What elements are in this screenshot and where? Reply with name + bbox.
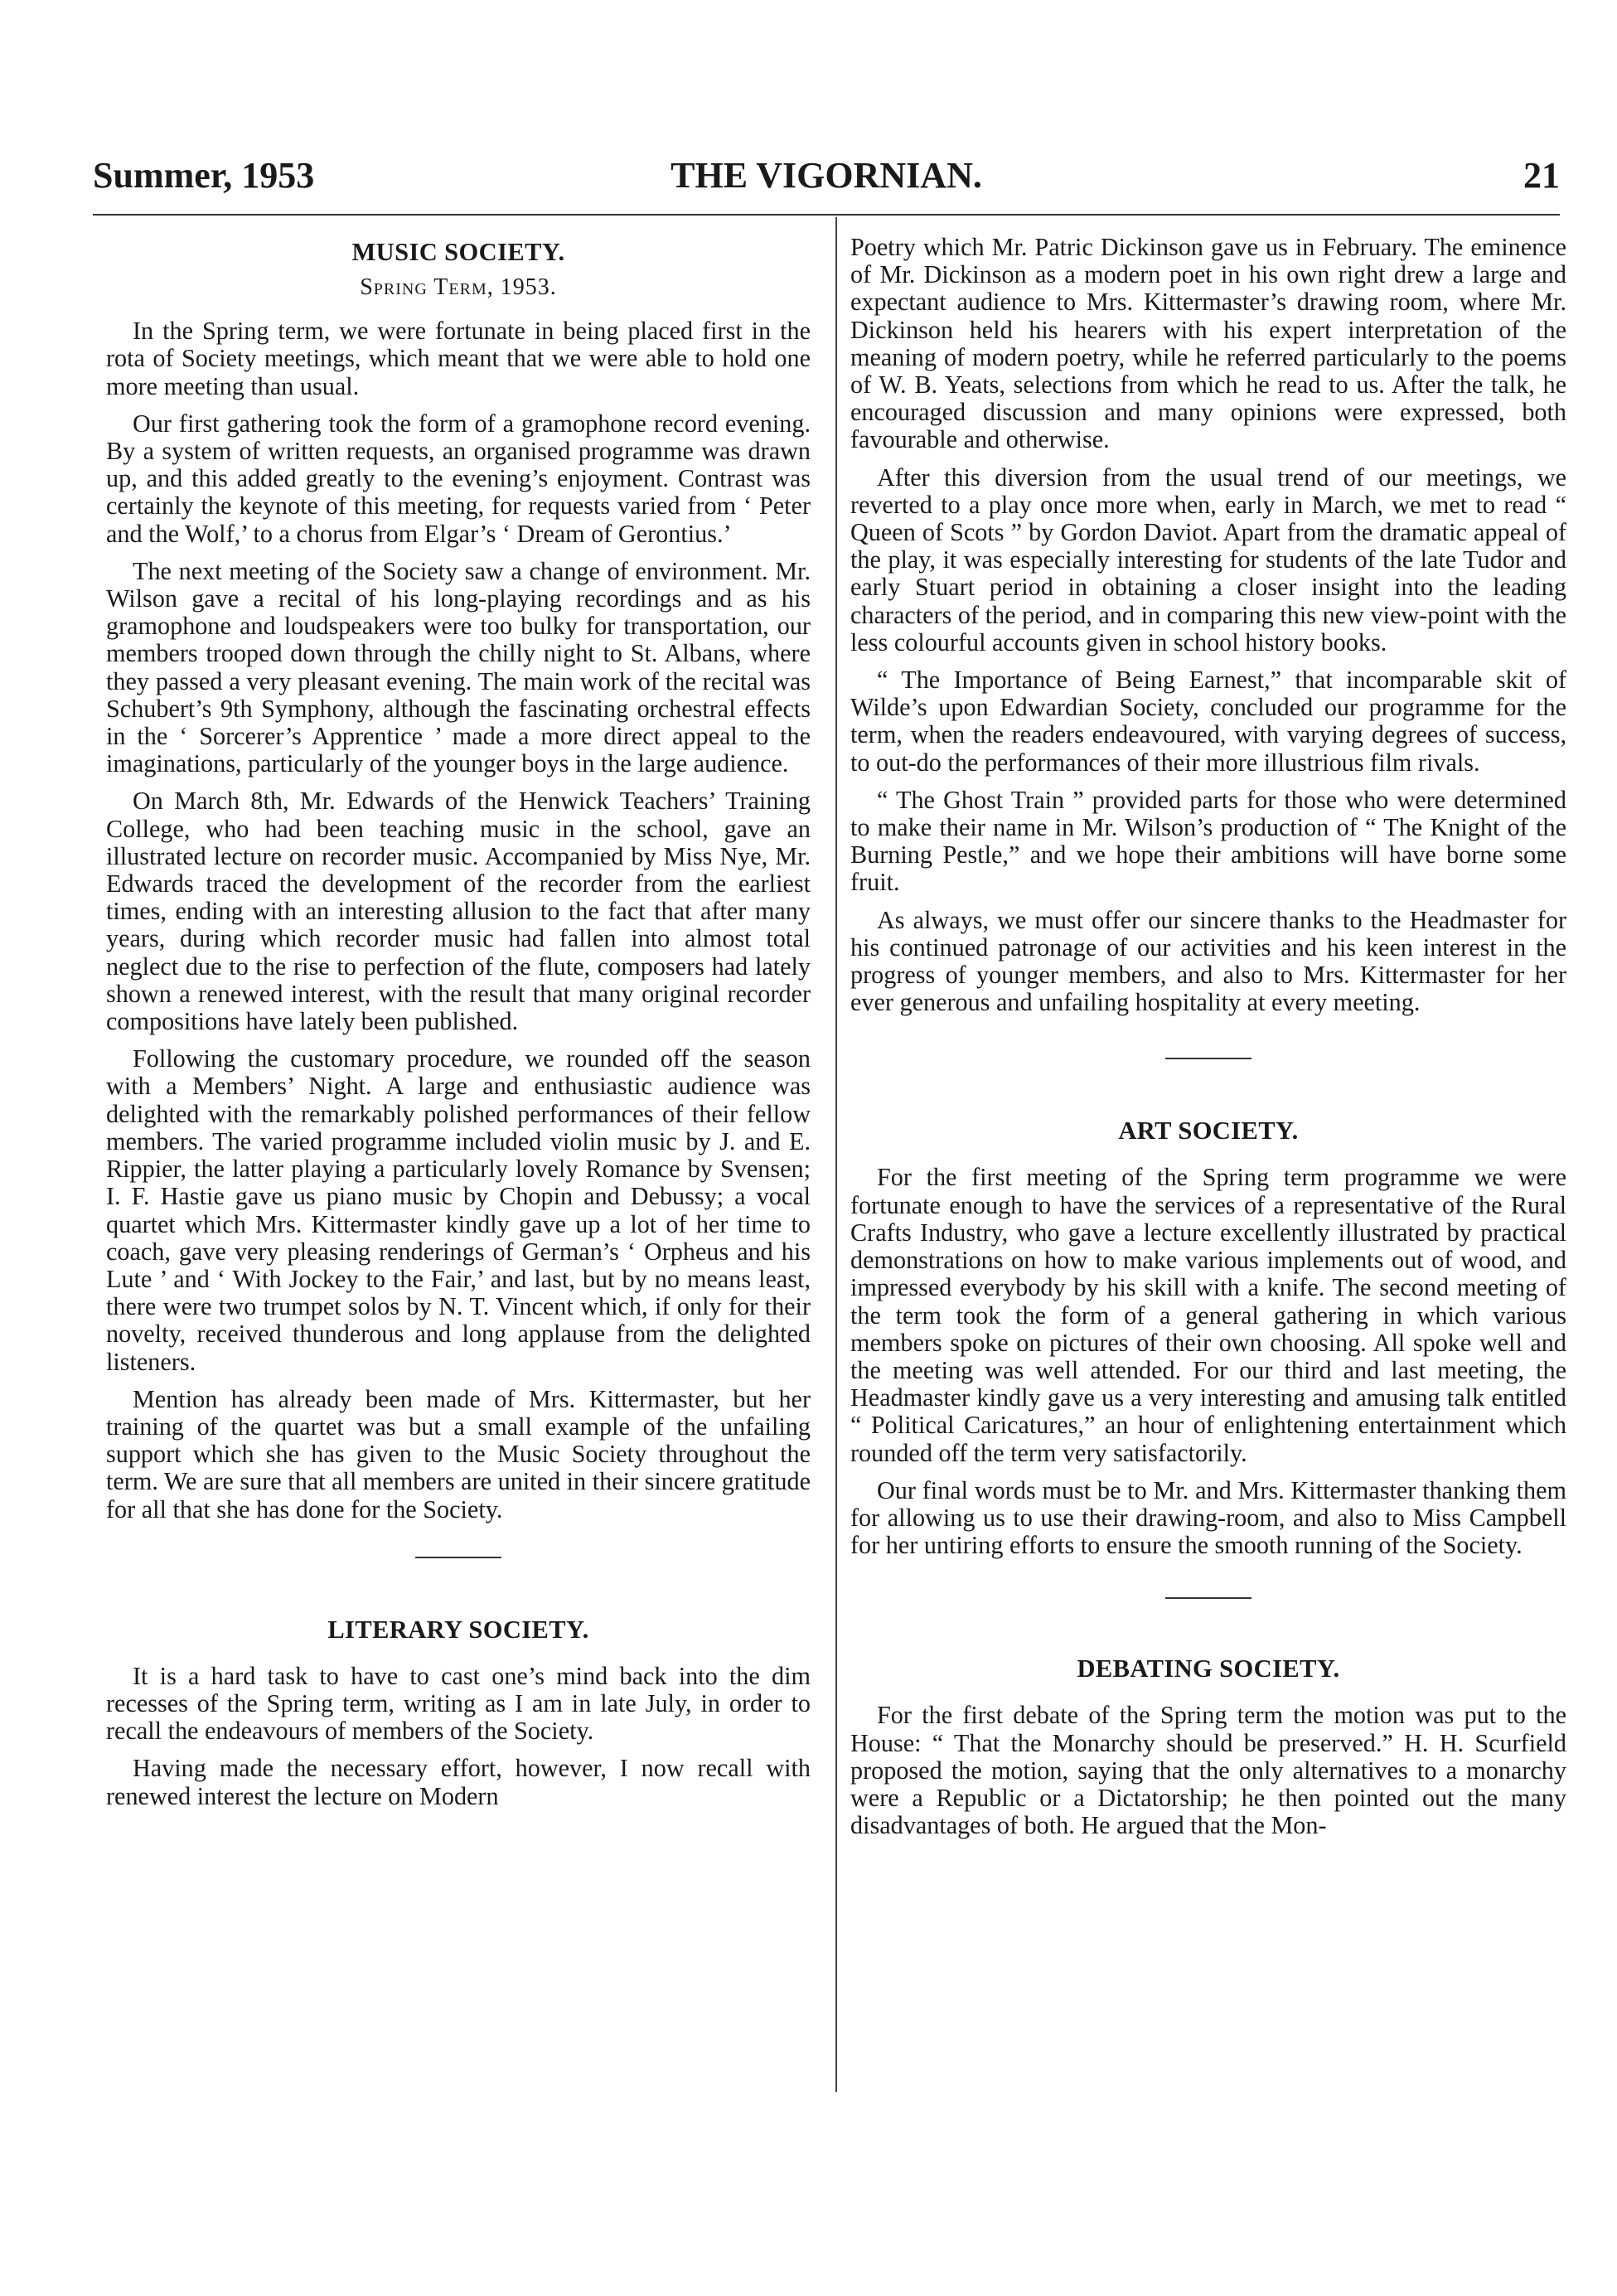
publication-title: THE VIGORNIAN. (671, 155, 982, 196)
issue-date: Summer, 1953 (93, 155, 315, 196)
music-paragraph: On March 8th, Mr. Edwards of the Henwick Teachers’ Training College, who had been teaching music in the school, gave an illustrated lecture on recorder music. Accompanied by Miss Nye, Mr. Edwards traced the development of the recorder from the earliest times, ending with an interesting allusion to the fact that after many years, during which recorder music had fallen into almost total neglect due to the rise to perfection of the flute, composers had lately shown a renewed interest, with the result that many original recorder compositions have lately been published. (106, 787, 811, 1036)
literary-society-heading: LITERARY SOCIETY. (327, 1615, 589, 1644)
term-label: Spring Term, 1953. (360, 274, 557, 300)
music-society-section (106, 235, 811, 1523)
literary-society-section (106, 1613, 811, 1810)
debating-paragraph: For the first debate of the Spring term the motion was put to the House: “ That the Monarchy should be preserved.” H. H. Scurfield proposed the motion, saying that the only alternatives to a monarchy were a Republic or a Dictatorship; he then pointed out the many disadvantages of both. He argued that the Mon- (850, 1701, 1566, 1840)
art-society-heading: ART SOCIETY. (1118, 1117, 1299, 1146)
debating-society-section (850, 1652, 1566, 1839)
literary-society-continued (850, 234, 1566, 1016)
music-paragraph: Following the customary procedure, we rounded off the season with a Members’ Night. A large and enthusiastic audience was delighted with the remarkably polished performances of their fellow members. The varied programme included violin music by J. and E. Rippier, the latter playing a particularly lovely Romance by Svensen; I. F. Hastie gave us piano music by Chopin and Debussy; a vocal quartet which Mrs. Kittermaster kindly gave up a lot of her time to coach, gave very pleasing renderings of German’s ‘ Orpheus and his Lute ’ and ‘ With Jockey to the Fair,’ and last, but by no means least, there were two trumpet solos by N. T. Vincent which, if only for their novelty, received thunderous and long applause from the delighted listeners. (106, 1044, 811, 1376)
music-paragraph: Our first gathering took the form of a gramophone record evening. By a system of written requests, an organised programme was drawn up, and this added greatly to the evening’s enjoyment. Contrast was certainly the keynote of this meeting, for requests varied from ‘ Peter and the Wolf,’ to a chorus from Elgar’s ‘ Dream of Gerontius.’ (106, 409, 811, 548)
literary-paragraph: Poetry which Mr. Patric Dickinson gave us in February. The eminence of Mr. Dickinson as a modern poet in his own right drew a large and expectant audience to Mrs. Kittermaster’s drawing room, where Mr. Dickinson held his hearers with his expert interpretation of the meaning of modern poetry, while he referred particularly to the poems of W. B. Yeats, selections from which he read to us. After the talk, he encouraged discussion and many opinions were expressed, both favourable and otherwise. (850, 233, 1566, 454)
column-divider (835, 217, 837, 2092)
music-society-term (106, 274, 811, 301)
section-divider (1165, 1597, 1251, 1599)
literary-paragraph: As always, we must offer our sincere thanks to the Headmaster for his continued patronage of our activities and his keen interest in the progress of younger members, and also to Mrs. Kittermaster for her ever generous and unfailing hospitality at every meeting. (850, 905, 1566, 1017)
right-column (850, 234, 1566, 1849)
section-divider (1165, 1058, 1251, 1059)
art-paragraph: For the first meeting of the Spring term programme we were fortunate enough to have the services of a representative of the Rural Crafts Industry, who gave a lecture excellently illustrated by practical demonstrations on how to make various implements out of wood, and impressed everybody by his skill with a knife. The second meeting of the term took the form of a general gathering in which various members spoke on pictures of their own choosing. All spoke well and the meeting was well attended. For our third and last meeting, the Headmaster kindly gave us a very interesting and amusing talk entitled “ Political Caricatures,” an hour of enlightening entertainment which rounded off the term very satisfactorily. (850, 1163, 1566, 1467)
music-society-heading: MUSIC SOCIETY. (351, 238, 565, 266)
literary-paragraph: “ The Ghost Train ” provided parts for those who were determined to make their name in Mr. Wilson’s production of “ The Knight of the Burning Pestle,” and we hope their ambitions will have borne some fruit. (850, 785, 1566, 897)
page-number: 21 (1523, 155, 1560, 196)
music-paragraph: The next meeting of the Society saw a change of environment. Mr. Wilson gave a recital of his long-playing recordings and as his gramophone and loudspeakers were too bulky for transportation, our members trooped down through the chilly night to St. Albans, where they passed a very pleasant evening. The main work of the recital was Schubert’s 9th Symphony, although the fascinating orchestral effects in the ‘ Sorcerer’s Apprentice ’ made a more direct appeal to the imaginations, particularly of the younger boys in the large audience. (106, 556, 811, 778)
running-header (93, 151, 1560, 209)
header-rule (93, 214, 1560, 216)
literary-paragraph: Having made the necessary effort, however, I now recall with renewed interest the lecture on Modern (106, 1754, 811, 1810)
art-paragraph: Our final words must be to Mr. and Mrs. Kittermaster thanking them for allowing us to use their drawing-room, and also to Miss Campbell for her untiring efforts to ensure the smooth running of the Society. (850, 1475, 1566, 1560)
music-paragraph: Mention has already been made of Mrs. Kittermaster, but her training of the quartet was but a small example of the unfailing support which she has given to the Music Society throughout the term. We are sure that all members are united in their sincere gratitude for all that she has done for the Society. (106, 1384, 811, 1523)
literary-paragraph: After this diversion from the usual trend of our meetings, we reverted to a play once more when, early in March, we met to read “ Queen of Scots ” by Gordon Daviot. Apart from the dramatic appeal of the play, it was especially interesting for students of the late Tudor and early Stuart period in obtaining a closer insight into the leading characters of the period, and in comparing this new view-point with the less colourful accounts given in school history books. (850, 463, 1566, 656)
art-society-section (850, 1114, 1566, 1559)
literary-paragraph: It is a hard task to have to cast one’s mind back into the dim recesses of the Spring term, writing as I am in late July, in order to recall the endeavours of members of the Society. (106, 1661, 811, 1746)
music-paragraph: In the Spring term, we were fortunate in being placed first in the rota of Society meetings, which meant that we were able to hold one more meeting than usual. (106, 317, 811, 400)
section-divider (415, 1557, 501, 1558)
left-column (106, 235, 811, 1820)
literary-paragraph: “ The Importance of Being Earnest,” that incomparable skit of Wilde’s upon Edwardian Society, concluded our programme for the term, when the readers endeavoured, with varying degrees of success, to out-do the performances of their more illustrious film rivals. (850, 666, 1566, 777)
debating-society-heading: DEBATING SOCIETY. (1077, 1654, 1340, 1683)
